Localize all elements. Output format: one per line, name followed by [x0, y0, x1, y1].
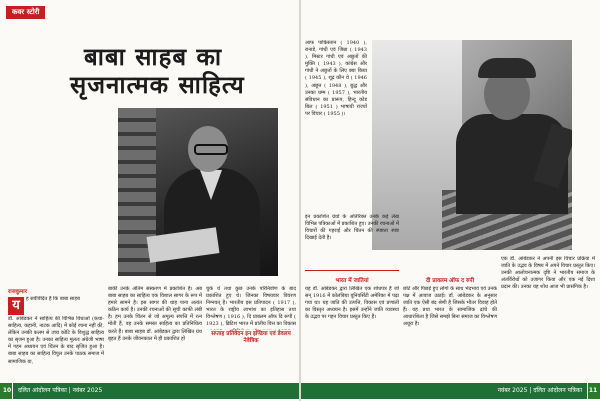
portrait-photo: [118, 108, 278, 276]
subhead-research-paper: सप्ताह प्रतिवेदन इन इण्डिया एवं डेवलप नेवेत्रिक: [211, 331, 291, 344]
magazine-name-right: नवंबर 2025 | दलित आंदोलन पत्रिका: [497, 387, 582, 394]
divider-rule: [305, 270, 399, 271]
section-tag: कवर स्टोरी: [6, 6, 45, 19]
footer-left: [0, 383, 299, 399]
byline: राजकुमार: [8, 289, 27, 295]
page-number-right: 11: [588, 387, 598, 394]
drop-cap: य: [8, 297, 24, 315]
article-column-3: चुके थे तथा कुछ उनके परिनिर्वाण के बाद प्रकाशित हुए थे। जिनका विषयवार विवरण निम्नवत् है। भारतीय इस प्रतिपादन ( 1917 ), भारत के राष्ट्रीय लाभांश का इतिहास तथा विश्लेषण ( 1916 ), दि प्राबलम ऑफ दि रूपी ( 1923 ), ब्रिटिश भारत में प्रांतीय वित्त का विकास: [206, 286, 296, 328]
aircraft-photo: [372, 40, 572, 250]
figure-glasses-shape: [194, 144, 228, 155]
headline-line-1: बाबा साहब का: [84, 43, 223, 71]
page-gutter: [299, 0, 301, 401]
headline-line-2: सृजनात्मक साहित्य: [70, 71, 245, 99]
page-number-left: 10: [2, 387, 12, 394]
footer-right: [301, 383, 600, 399]
article-column-4: आफ पाकिस्तान ( 1940 ), रानाडे, गांधी एवं जिन्ना ( 1943 ), मिस्टर गांधी एवं अछूतों की मुक्ति ( 1943 ), कांग्रेस और गांधी ने अछूतों के लिए क्या किया ( 1945 ), शूद्र कौन थे ( 1946 ), अछूत ( 1948 ), बुद्ध और उनका धम्म ( 1957 ), भारतीय संविधान का प्रारूप, हिन्दू कोड बिल ( 1951 ) भाषायी राज्यों पर विचार ( 1955 )।: [305, 40, 367, 117]
figure-hat-shape: [478, 58, 536, 78]
article-column-6: एक डॉ. आंबेडकर ने अपनी इस विचार प्रक्रिया में जाति के उद्भव के विषय में अपने विचार प्रस्तुत किए। उनकी आलोचनात्मक दृष्टि ने भारतीय समाज के अंतर्विरोधों को उजागर किया और एक नई दिशा प्रदान की। उनका यह शोध आज भी प्रासंगिक है।: [501, 256, 595, 291]
article-column-1-intro: ह सर्वविदित है कि बाबा साहब: [26, 296, 80, 302]
subhead-problem-of-rupee: दी प्रावलम ऑफ द रुपी: [425, 278, 475, 284]
article-column-1: डॉ. आंबेडकर ने साहित्य की विभिन्न विधाओं (कथा-साहित्य, कहानी, नाटक आदि) में कोई रचना नहीं की, लेकिन उनकी कलम से उच्च कोटि के विशुद्ध साहित्य का सृजन हुआ है। उनका साहित्य मूलतः अंग्रेजी भाषा में गहन अध्ययन एवं चिंतन के बाद सृजित हुआ है। बाबा साहब का साहित्य विपुल उनके पाठक समाज में सामाजिक या,: [8, 316, 104, 365]
article-column-4b: इन प्रकाशित ग्रंथों के अतिरिक्त उनके कई लेख विभिन्न पत्रिकाओं में प्रकाशित हुए। उनकी रचनाओं में विचारों की गहराई और चिंतन की स्पष्टता स्पष्ट दिखाई देती है।: [305, 214, 399, 242]
article-column-4c: यह डॉ. आंबेडकर द्वारा लिखित एक शोधपत्र है जो सन् 1916 में कोलंबिया यूनिवर्सिटी अमेरिका में पढ़ा गया था। यह जाति की उत्पत्ति, विकास एवं प्रणाली का विस्तृत अध्ययन है। इसमें उन्होंने जाति व्यवस्था के उद्भव पर गहन विचार प्रस्तुत किए हैं।: [305, 286, 399, 321]
article-column-2: बाकी उनके अंतिम संस्करण में प्रकाशित है। अब बाबा साहब का साहित्य एक विशाल सागर के रूप में हमारे सामने है। इस सागर की थाह पाना अत्यंत कठिन कार्य है। उनकी रचनाओं की सूची काफी लंबी है। हम उनके चिंतन से जो अमूल्य संपत्ति में रत्न मोती हैं, वह उनके समस्त साहित्य का प्रतिनिधित्व करते हैं। बाबा साहब डॉ. आंबेडकर द्वारा लिखित ग्रंथ बृहत हैं उनके जीवनकाल में ही प्रकाशित हो: [108, 286, 202, 342]
magazine-name-left: दलित आंदोलन पत्रिका | नवंबर 2025: [18, 387, 103, 394]
subhead-castes-in-india: भारत में जातियां: [335, 278, 369, 284]
article-column-5: छोटे और पिछड़े हुए लोगों के साथ भेदभाव एवं उनके पक्ष में आवाज उठाई। डॉ. आंबेडकर के अनुसार जाति एक ऐसी बंद श्रेणी है जिसके भीतर विवाह होते हैं। यह प्रथा भारत के सामाजिक ढांचे की आधारशिला है जिसे समझे बिना समाज का विश्लेषण अधूरा है।: [403, 286, 497, 328]
